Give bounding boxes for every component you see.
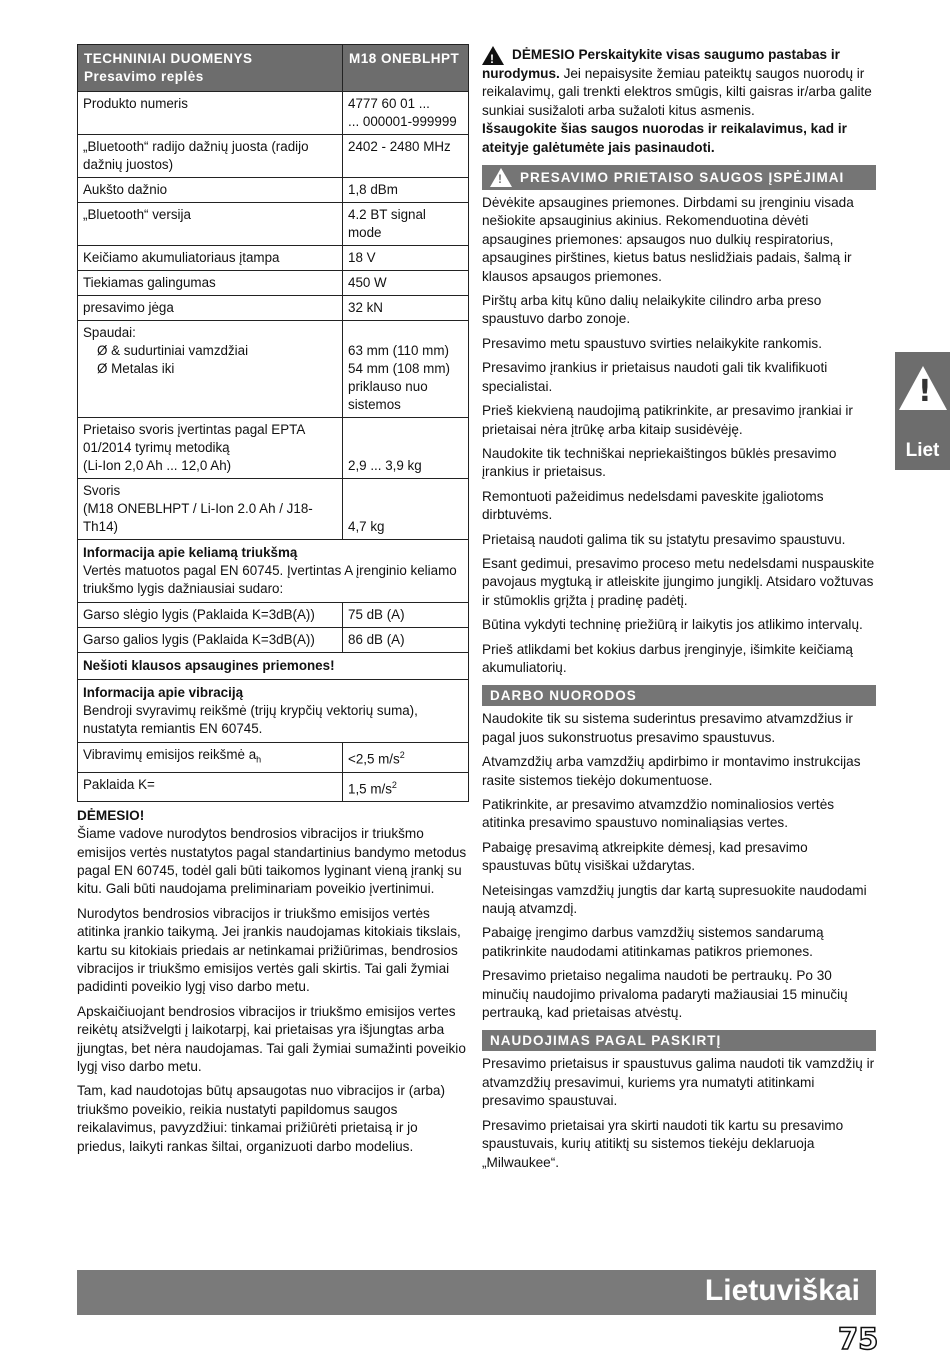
paragraph: Tam, kad naudotojas būtų apsaugotas nuo vibracijos ir (arba) triukšmo poveikio, reikia nustatyti papildomus saugos reikalavimus, pavyzdžiui: tinkamai prižiūrėti prietaisą ir jo priedus, laikyti rankas šiltai, organizuoti darbo modelius. [77,1083,445,1154]
safety-section [482,194,876,677]
table-header-row [78,45,469,92]
paragraph: Šiame vadove nurodytos bendrosios vibracijos ir triukšmo emisijos vertės nustatytos pagal standartinius bandymo metodus pagal EN 60745, todėl gali būti taikomos lyginant vieną įrankį su kitu. Gali būti naudojama preliminariam poveikio įvertinimui. [77,826,467,897]
table-row [78,178,469,203]
paragraph: Presavimo prietaisai yra skirti naudoti tik kartu su presavimo spaustuvais, kurių atitiktį su sistemos tiekėju deklaruoja „Milwaukee“. [482,1117,844,1170]
side-tab-label: Liet [905,440,940,461]
row-value: 86 dB (A) [343,628,469,653]
table-row [78,135,469,178]
table-row-weight [78,479,469,540]
row-label: Produkto numeris [78,92,343,135]
vibration-info-row [78,680,469,743]
table-row [78,628,469,653]
vibration-info [78,680,469,743]
page-number: 75 [838,1322,879,1356]
row-label: Keičiamo akumuliatoriaus įtampa [78,246,343,271]
table-row-clamps [78,321,469,418]
row-label: Aukšto dažnio [78,178,343,203]
row-value: 4777 60 01 ... ... 000001-999999 [343,92,469,135]
table-row [78,92,469,135]
row-label: Prietaiso svoris įvertintas pagal EPTA 01/2014 tyrimų metodiką (Li-Ion 2,0 Ah ... 12,0 Ah) [78,418,343,479]
row-value: 4.2 BT signal mode [343,203,469,246]
warning-icon [490,168,512,187]
table-row [78,246,469,271]
section-header-work: DARBO NUORODOS [482,685,876,706]
row-value: 75 dB (A) [343,603,469,628]
paragraph: Patikrinkite, ar presavimo atvamzdžio nominaliosios vertės atitinka presavimo spaustuvo nominaliąsias vertes. [482,797,835,831]
noise-info-row [78,540,469,603]
row-label: Garso galios lygis (Paklaida K=3dB(A)) [78,628,343,653]
row-label: „Bluetooth“ radijo dažnių juosta (radijo dažnių juostos) [78,135,343,178]
row-value: 450 W [343,271,469,296]
paragraph: Naudokite tik techniškai nepriekaištingos būklės presavimo įrankius ir prietaisus. [482,445,837,480]
paragraph: Presavimo metu spaustuvo svirties nelaikykite rankomis. [482,335,822,351]
paragraph: Pabaigę įrengimo darbus vamzdžių sistemos sandarumą patikrinkite naudodami atitinkamas patikros priemones. [482,925,824,959]
paragraph: Apskaičiuojant bendrosios vibracijos ir triukšmo emisijos vertes reikėtų atsižvelgti į laikotarpį, kai prietaisas yra išjungtas arba įjungtas, bet nėra naudojamas. Tai gali žymiai sumažinti poveikio lygį viso darbo metu. [77,1003,466,1075]
row-label: „Bluetooth“ versija [78,203,343,246]
paragraph: Prietaisą naudoti galima tik su įstatytu presavimo spaustuvu. [482,531,846,547]
paragraph: Remontuoti pažeidimus nedelsdami paveskite įgaliotoms dirbtuvėms. [482,488,824,523]
work-section [482,710,876,1022]
note-title: DĖMESIO! [77,808,145,824]
paragraph: Neteisingas vamzdžių jungtis dar kartą supresuokite naudodami naują atvamzdį. [482,882,867,917]
table-header-model: M18 ONEBLHPT [343,45,469,92]
row-value: 4,7 kg [343,479,469,540]
ear-protection-row [78,653,469,680]
paragraph: Dėvėkite apsaugines priemones. Dirbdami su įrenginiu visada nešiokite apsauginius akinius. Rekomenduotina dėvėti apsaugines priemones: apsaugos nuo dulkių respiratorius, apsaugines pirštines, kietus batus neslidžiais padais, šalmą ir klausos apsaugos priemones. [482,195,854,284]
row-value: 1,8 dBm [343,178,469,203]
intended-use-section [482,1055,876,1171]
row-value: 1,5 $m/s^2$ [343,772,469,801]
table-row [78,203,469,246]
paragraph: Prieš kiekvieną naudojimą patikrinkite, ar presavimo įrankiai ir prietaisai nėra įtrūkę arba kitaip susidėvėję. [482,403,853,437]
row-value: 18 V [343,246,469,271]
section-header-intended-use: NAUDOJIMAS PAGAL PASKIRTĮ [482,1030,876,1051]
table-row [78,603,469,628]
general-warning: !DĖMESIO Perskaitykite visas saugumo pastabas ir nurodymus. Jei nepaisysite žemiau pateiktų saugos nuorodų ir reikalavimų, gali trenkti elektros smūgis, kilti gaisras ir/arba galite sunkiai susižaloti arba sužaloti kitus asmenis. Išsaugokite šias saugos nuorodas ir reikalavimus, kad ir ateityje galėtumėte jais pasinaudoti. [482,46,876,157]
paragraph: Presavimo prietaiso negalima naudoti be pertraukų. Po 30 minučių naudojimo privaloma padaryti mažiausiai 15 minučių pertrauką, kad prietaisas atvėstų. [482,968,848,1021]
row-label: Vibravimų emisijos reikšmė $a_h$ [78,743,343,773]
table-header-left [78,45,343,92]
row-label: Spaudai: Ø & sudurtiniai vamzdžiai Ø Metalas iki [78,321,343,418]
table-row [78,296,469,321]
row-value: 2,9 ... 3,9 kg [343,418,469,479]
noise-text: Vertės matuotos pagal EN 60745. Įvertintas A įrenginio keliamo triukšmo lygis dažniausiai sudaro: [83,563,457,596]
paragraph: Pirštų arba kitų kūno dalių nelaikykite cilindro arba preso spaustuvo darbo zonoje. [482,293,822,327]
paragraph: Prieš atlikdami bet kokius darbus įrenginyje, išimkite keičiamą akumuliatorių. [482,641,853,675]
table-title: TECHNINIAI DUOMENYS [84,51,253,66]
paragraph: Presavimo įrankius ir prietaisus naudoti gali tik kvalifikuoti specialistai. [482,360,828,394]
warning-icon [482,46,504,65]
ear-protection-note: Nešioti klausos apsaugines priemones! [78,653,469,680]
right-column [482,44,876,1178]
table-row [78,271,469,296]
paragraph: Nurodytos bendrosios vibracijos ir triukšmo emisijos vertės atitinka įrankio taikymą. Jei įrankis naudojamas kitokiais tikslais, kartu su kitokiais priedais ar netinkamai prižiūrimas, bendrosios vibracijos ir triukšmo emisijos vertės gali skirtis. Tai gali žymiai padidinti poveikio lygį viso darbo metu. [77,905,461,995]
row-label: Tiekiamas galingumas [78,271,343,296]
row-label: Svoris (M18 ONEBLHPT / Li-Ion 2.0 Ah / J18-Th14) [78,479,343,540]
table-row-weight-epta [78,418,469,479]
section-header-safety: ! PRESAVIMO PRIETAISO SAUGOS ĮSPĖJIMAI [482,165,876,190]
paragraph: Esant gedimui, presavimo proceso metu nedelsdami nuspauskite pavojaus mygtuką ir atleiskite įjungimo jungiklį. Atsidaro vožtuvas ir stūmoklis grįžta į pradinę padėtį. [482,555,875,608]
vibration-text: Bendroji svyravimų reikšmė (trijų krypčių vektorių suma), nustatyta remiantis EN 60745. [83,703,418,736]
row-label: Paklaida K= [78,772,343,801]
table-row [78,743,469,773]
noise-info [78,540,469,603]
paragraph: Presavimo prietaisus ir spaustuvus galima naudoti tik vamzdžių ir atvamzdžių presavimui, kuriems yra numatyti atitinkami presavimo spaustuvai. [482,1056,875,1109]
row-value: 32 kN [343,296,469,321]
paragraph: Pabaigę presavimą atkreipkite dėmesį, kad presavimo spaustuvas būtų visiškai uždarytas. [482,839,808,874]
paragraph: Būtina vykdyti techninę priežiūrą ir laikytis jos atlikimo intervalų. [482,617,863,633]
left-column [77,44,469,1162]
row-value: <2,5 $m/s^2$ [343,743,469,773]
row-label: presavimo jėga [78,296,343,321]
table-subtitle: Presavimo replės [84,69,204,84]
row-value: 2402 - 2480 MHz [343,135,469,178]
warning-icon: ! [899,366,947,410]
row-label: Garso slėgio lygis (Paklaida K=3dB(A)) [78,603,343,628]
row-value: 63 mm (110 mm) 54 mm (108 mm) priklauso nuo sistemos [343,321,469,418]
table-row [78,772,469,801]
vibration-title: Informacija apie vibraciją [83,685,244,700]
paragraph: Atvamzdžių arba vamzdžių apdirbimo ir montavimo instrukcijas rasite sistemos tiekėjo dokumentuose. [482,754,861,788]
footer-bar [77,1270,876,1315]
language-side-tab [895,352,950,470]
noise-title: Informacija apie keliamą triukšmą [83,545,298,560]
technical-data-table [77,44,469,802]
paragraph: Naudokite tik su sistema suderintus presavimo atvamzdžius ir pagal juos sukonstruotus presavimo spaustuvus. [482,711,853,745]
footer-language: Lietuviškai [704,1274,860,1307]
